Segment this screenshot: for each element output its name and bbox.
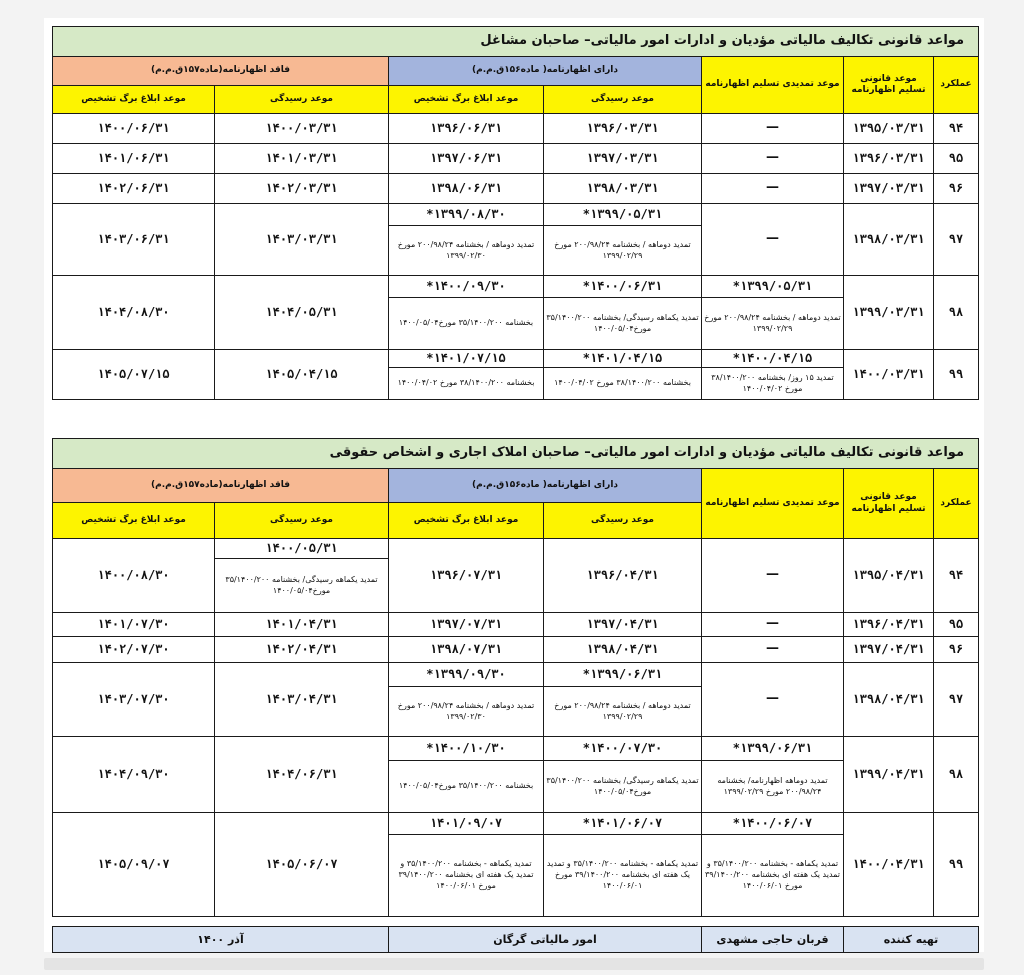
cell-without-review: ۱۴۰۵/۰۴/۱۵ [215,350,389,400]
cell-without-review: ۱۴۰۴/۰۶/۳۱ [215,737,389,813]
header-review-deadline: موعد رسیدگی [544,86,702,114]
cell-with-notice: ۱۴۰۱/۰۷/۱۵* [389,350,544,368]
cell-with-notice: ۱۳۹۹/۰۹/۳۰* [389,663,544,687]
cell-with-notice: ۱۳۹۸/۰۷/۳۱ [389,637,544,663]
cell-with-review-note: تمدید یکماهه - بخشنامه ۳۵/۱۴۰۰/۲۰۰ و تمدید یک هفته ای بخشنامه ۳۹/۱۴۰۰/۲۰۰ مورخ ۱۴۰۰/۰۶/۰۱ [544,835,702,917]
cell-extended-deadline: — [702,144,844,174]
table-row [53,737,979,761]
header-without-return: فاقد اظهارنامه(ماده۱۵۷ق.م.م) [53,57,389,86]
cell-year: ۹۹ [934,350,979,400]
cell-year: ۹۸ [934,276,979,350]
section1-table [52,26,979,400]
cell-without-review: ۱۴۰۱/۰۴/۳۱ [215,613,389,637]
table-row [53,539,979,559]
cell-without-notice: ۱۴۰۱/۰۷/۳۰ [53,613,215,637]
cell-without-notice: ۱۴۰۲/۰۷/۳۰ [53,637,215,663]
table-row [53,114,979,144]
table-row [53,350,979,368]
cell-extended-note: تمدید یکماهه - بخشنامه ۳۵/۱۴۰۰/۲۰۰ و تمدید یک هفته ای بخشنامه ۳۹/۱۴۰۰/۲۰۰ مورخ ۱۴۰۰/۰۶/۰۱ [702,835,844,917]
cell-extended-note: تمدید ۱۵ روز/ بخشنامه ۳۸/۱۴۰۰/۲۰۰ مورخ ۱۴۰۰/۰۴/۰۲ [702,368,844,400]
header-legal-deadline: موعد قانونی تسلیم اظهارنامه [844,469,934,539]
cell-extended-deadline: — [702,204,844,276]
cell-legal-deadline: ۱۳۹۹/۰۴/۳۱ [844,737,934,813]
cell-without-review: ۱۴۰۲/۰۳/۳۱ [215,174,389,204]
cell-extended-deadline: — [702,114,844,144]
cell-extended-deadline: ۱۳۹۹/۰۶/۳۱* [702,737,844,761]
cell-extended-note: تمدید دوماهه اظهارنامه/ بخشنامه ۲۰۰/۹۸/۲۴ مورخ ۱۳۹۹/۰۲/۲۹ [702,761,844,813]
document-sheet [44,18,984,952]
cell-with-review-note: تمدید دوماهه / بخشنامه ۲۰۰/۹۸/۲۴ مورخ ۱۳۹۹/۰۲/۲۹ [544,226,702,276]
cell-without-review: ۱۴۰۳/۰۴/۳۱ [215,663,389,737]
table-row [53,637,979,663]
section2-title: مواعد قانونی تکالیف مالیاتی مؤدیان و ادارات امور مالیاتی– صاحبان املاک اجاری و اشخاص حقوقی [53,439,979,469]
cell-without-review: ۱۴۰۳/۰۳/۳۱ [215,204,389,276]
cell-without-notice: ۱۴۰۰/۰۶/۳۱ [53,114,215,144]
cell-with-notice: ۱۳۹۸/۰۶/۳۱ [389,174,544,204]
cell-without-review: ۱۴۰۱/۰۳/۳۱ [215,144,389,174]
prepared-by-label: تهیه کننده [844,927,979,953]
cell-with-notice: ۱۴۰۰/۰۹/۳۰* [389,276,544,298]
cell-year: ۹۶ [934,174,979,204]
cell-with-review: ۱۳۹۸/۰۴/۳۱ [544,637,702,663]
cell-legal-deadline: ۱۳۹۸/۰۳/۳۱ [844,204,934,276]
cell-legal-deadline: ۱۴۰۰/۰۴/۳۱ [844,813,934,917]
cell-with-notice: ۱۴۰۰/۱۰/۳۰* [389,737,544,761]
footer-table [52,926,979,953]
cell-year: ۹۹ [934,813,979,917]
cell-without-review: ۱۴۰۵/۰۶/۰۷ [215,813,389,917]
cell-with-notice-note: بخشنامه ۳۵/۱۴۰۰/۲۰۰ مورخ۱۴۰۰/۰۵/۰۴ [389,761,544,813]
header-extended-deadline: موعد تمدیدی تسلیم اظهارنامه [702,469,844,539]
cell-with-review-note: تمدید یکماهه رسیدگی/ بخشنامه ۳۵/۱۴۰۰/۲۰۰ مورخ۱۴۰۰/۰۵/۰۴ [544,761,702,813]
cell-with-review: ۱۴۰۰/۰۷/۳۰* [544,737,702,761]
table-row [53,144,979,174]
cell-extended-deadline: ۱۴۰۰/۰۴/۱۵* [702,350,844,368]
cell-year: ۹۴ [934,114,979,144]
document-date: آذر ۱۴۰۰ [53,927,389,953]
cell-year: ۹۷ [934,663,979,737]
header-extended-deadline: موعد تمدیدی تسلیم اظهارنامه [702,57,844,114]
cell-with-review-note: تمدید یکماهه رسیدگی/ بخشنامه ۳۵/۱۴۰۰/۲۰۰ مورخ۱۴۰۰/۰۵/۰۴ [544,298,702,350]
page-shadow [44,958,984,970]
cell-with-notice: ۱۳۹۶/۰۶/۳۱ [389,114,544,144]
preparer-name: قربان حاجی مشهدی [702,927,844,953]
cell-with-review: ۱۳۹۹/۰۵/۳۱* [544,204,702,226]
header-review-deadline: موعد رسیدگی [215,86,389,114]
section1-title: مواعد قانونی تکالیف مالیاتی مؤدیان و ادارات امور مالیاتی– صاحبان مشاغل [53,27,979,57]
header-without-return: فاقد اظهارنامه(ماده۱۵۷ق.م.م) [53,469,389,503]
cell-with-review: ۱۴۰۱/۰۶/۰۷* [544,813,702,835]
cell-without-review: ۱۴۰۰/۰۳/۳۱ [215,114,389,144]
cell-with-review: ۱۳۹۶/۰۳/۳۱ [544,114,702,144]
cell-without-notice: ۱۴۰۴/۰۹/۳۰ [53,737,215,813]
cell-with-notice: ۱۳۹۹/۰۸/۳۰* [389,204,544,226]
cell-extended-deadline: — [702,613,844,637]
cell-with-review: ۱۴۰۱/۰۴/۱۵* [544,350,702,368]
cell-with-review: ۱۳۹۹/۰۶/۳۱* [544,663,702,687]
header-with-return: دارای اظهارنامه( ماده۱۵۶ق.م.م) [389,469,702,503]
header-review-deadline: موعد رسیدگی [215,503,389,539]
cell-with-review: ۱۳۹۶/۰۴/۳۱ [544,539,702,613]
table-row [53,276,979,298]
header-assessment-notice: موعد ابلاغ برگ تشخیص [53,503,215,539]
header-with-return: دارای اظهارنامه( ماده۱۵۶ق.م.م) [389,57,702,86]
cell-without-notice: ۱۴۰۳/۰۷/۳۰ [53,663,215,737]
cell-with-notice-note: تمدید یکماهه - بخشنامه ۳۵/۱۴۰۰/۲۰۰ و تمدید یک هفته ای بخشنامه ۳۹/۱۴۰۰/۲۰۰ مورخ ۱۴۰۰/۰۶/۰۱ [389,835,544,917]
cell-with-notice-note: تمدید دوماهه / بخشنامه ۲۰۰/۹۸/۲۴ مورخ ۱۳۹۹/۰۲/۳۰ [389,687,544,737]
cell-year: ۹۵ [934,144,979,174]
header-assessment-notice: موعد ابلاغ برگ تشخیص [389,86,544,114]
cell-legal-deadline: ۱۳۹۵/۰۳/۳۱ [844,114,934,144]
cell-extended-deadline: ۱۳۹۹/۰۵/۳۱* [702,276,844,298]
table-row [53,174,979,204]
cell-with-notice-note: تمدید دوماهه / بخشنامه ۲۰۰/۹۸/۲۴ مورخ ۱۳۹۹/۰۲/۳۰ [389,226,544,276]
header-assessment-notice: موعد ابلاغ برگ تشخیص [53,86,215,114]
cell-legal-deadline: ۱۳۹۹/۰۳/۳۱ [844,276,934,350]
cell-without-notice: ۱۴۰۵/۰۷/۱۵ [53,350,215,400]
header-year: عملکرد [934,469,979,539]
cell-without-notice: ۱۴۰۵/۰۹/۰۷ [53,813,215,917]
cell-extended-deadline: — [702,663,844,737]
cell-year: ۹۷ [934,204,979,276]
cell-legal-deadline: ۱۳۹۷/۰۴/۳۱ [844,637,934,663]
cell-with-review: ۱۳۹۷/۰۴/۳۱ [544,613,702,637]
cell-legal-deadline: ۱۳۹۶/۰۴/۳۱ [844,613,934,637]
cell-extended-deadline: — [702,539,844,613]
table-row [53,613,979,637]
cell-without-review: ۱۴۰۲/۰۴/۳۱ [215,637,389,663]
cell-year: ۹۸ [934,737,979,813]
cell-year: ۹۴ [934,539,979,613]
cell-year: ۹۵ [934,613,979,637]
cell-with-notice-note: بخشنامه ۳۸/۱۴۰۰/۲۰۰ مورخ ۱۴۰۰/۰۴/۰۲ [389,368,544,400]
cell-legal-deadline: ۱۳۹۵/۰۴/۳۱ [844,539,934,613]
cell-without-notice: ۱۴۰۱/۰۶/۳۱ [53,144,215,174]
cell-legal-deadline: ۱۳۹۶/۰۳/۳۱ [844,144,934,174]
cell-extended-deadline: ۱۴۰۰/۰۶/۰۷* [702,813,844,835]
table-row [53,813,979,835]
table-row [53,204,979,226]
office-name: امور مالیاتی گرگان [389,927,702,953]
cell-extended-note: تمدید دوماهه / بخشنامه ۲۰۰/۹۸/۲۴ مورخ ۱۳۹۹/۰۲/۲۹ [702,298,844,350]
cell-with-notice-note: بخشنامه ۳۵/۱۴۰۰/۲۰۰ مورخ۱۴۰۰/۰۵/۰۴ [389,298,544,350]
cell-with-notice: ۱۳۹۷/۰۶/۳۱ [389,144,544,174]
cell-with-review: ۱۳۹۷/۰۳/۳۱ [544,144,702,174]
table-row [53,663,979,687]
section2-table [52,438,979,917]
cell-with-notice: ۱۳۹۶/۰۷/۳۱ [389,539,544,613]
cell-with-review: ۱۴۰۰/۰۶/۳۱* [544,276,702,298]
cell-without-notice: ۱۴۰۰/۰۸/۳۰ [53,539,215,613]
cell-extended-deadline: — [702,174,844,204]
cell-year: ۹۶ [934,637,979,663]
cell-without-notice: ۱۴۰۲/۰۶/۳۱ [53,174,215,204]
header-legal-deadline: موعد قانونی تسلیم اظهارنامه [844,57,934,114]
cell-without-review: ۱۴۰۴/۰۵/۳۱ [215,276,389,350]
cell-extended-deadline: — [702,637,844,663]
header-assessment-notice: موعد ابلاغ برگ تشخیص [389,503,544,539]
cell-legal-deadline: ۱۳۹۷/۰۳/۳۱ [844,174,934,204]
cell-without-review: ۱۴۰۰/۰۵/۳۱ [215,539,389,559]
cell-with-review-note: تمدید دوماهه / بخشنامه ۲۰۰/۹۸/۲۴ مورخ ۱۳۹۹/۰۲/۲۹ [544,687,702,737]
cell-with-notice: ۱۳۹۷/۰۷/۳۱ [389,613,544,637]
cell-legal-deadline: ۱۴۰۰/۰۳/۳۱ [844,350,934,400]
cell-legal-deadline: ۱۳۹۸/۰۴/۳۱ [844,663,934,737]
cell-without-notice: ۱۴۰۴/۰۸/۳۰ [53,276,215,350]
cell-without-notice: ۱۴۰۳/۰۶/۳۱ [53,204,215,276]
cell-with-notice: ۱۴۰۱/۰۹/۰۷ [389,813,544,835]
header-year: عملکرد [934,57,979,114]
header-review-deadline: موعد رسیدگی [544,503,702,539]
cell-without-review-note: تمدید یکماهه رسیدگی/ بخشنامه ۳۵/۱۴۰۰/۲۰۰ مورخ۱۴۰۰/۰۵/۰۴ [215,559,389,613]
cell-with-review: ۱۳۹۸/۰۳/۳۱ [544,174,702,204]
cell-with-review-note: بخشنامه ۳۸/۱۴۰۰/۲۰۰ مورخ ۱۴۰۰/۰۴/۰۲ [544,368,702,400]
